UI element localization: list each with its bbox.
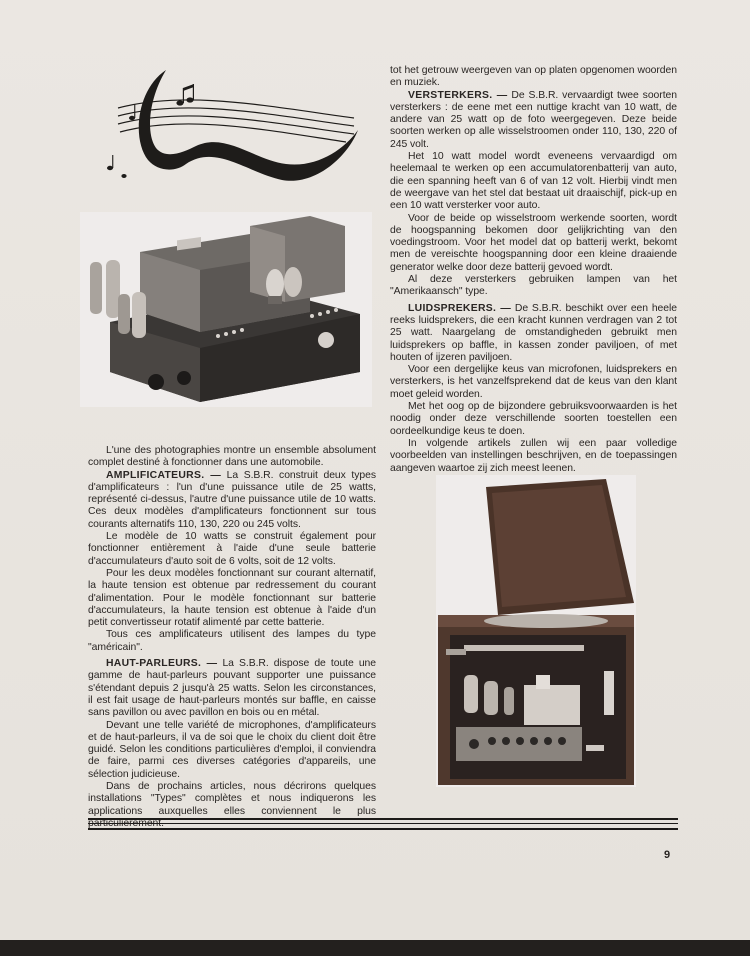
versterkers-heading: VERSTERKERS. — xyxy=(408,89,508,101)
footer-rule xyxy=(88,818,678,820)
paragraph: In volgende artikels zullen wij een paar volledige voorbeelden van instellingen beschrijven, en de toepassingen aangeven waartoe zij zich meest leenen. xyxy=(390,437,677,474)
luidsprekers-heading: LUIDSPREKERS. — xyxy=(408,302,512,314)
paragraph: Met het oog op de bijzondere gebruiksvoorwaarden is het noodig onder deze verschillende soorten toestellen een oordeelkundige keus te doen. xyxy=(390,401,677,437)
paragraph: Dans de prochains articles, nous décrirons quelques installations "Types" complètes et nous indiquerons les applications auxquelles elles conviennent le plus xyxy=(88,781,376,817)
continuation-paragraph: tot het getrouw weergeven van op platen opgenomen woorden en muziek. xyxy=(390,65,677,89)
paragraph: Het 10 watt model wordt eveneens vervaardigd om heelemaal te werken op een accumulatorenbatterij van auto, die een spanning heeft van 6 of van 12 volt. Hierbij vindt men de weergave van het stel dat bestaat uit draaischijf, pick-up en een 10 watt versterker voor auto. xyxy=(390,151,677,212)
luidsprekers-text: De S.B.R. beschikt over een heele reeks luidsprekers, die een kracht kunnen verdragen van 2 tot 25 watt. Naargelang de omstandigheden gebruikt men luidsprekers op baffle, in kassen zonder paviljoen, of met houten of ijzeren paviljoen. xyxy=(390,302,677,363)
left-text-column xyxy=(88,445,376,830)
page-number: 9 xyxy=(664,849,671,861)
footer-rule xyxy=(88,823,678,824)
haut-parleurs-text: La S.B.R. dispose de toute une gamme de haut-parleurs pouvant supporter une puissance s'étendant depuis 2 jusqu'à 25 watts. Selon les circonstances, il est fait usage de haut-parleurs montés sur baffle, en caisse sans pavillon ou avec pavillon en bois ou en métal. xyxy=(88,658,377,719)
music-notes-illustration xyxy=(96,60,376,200)
paragraph: Tous ces amplificateurs utilisent des lampes du type "américain". xyxy=(88,629,376,653)
haut-parleurs-heading: HAUT-PARLEURS. — xyxy=(106,658,218,670)
paragraph: Al deze versterkers gebruiken lampen van het "Amerikaansch" type. xyxy=(390,274,677,298)
paragraph: Devant une telle variété de microphones, d'amplificateurs et de haut-parleurs, il va de soi que le choix du client doit être guidé. Selon les conditions particulières d'emploi, il conviendra de faire, parmi ces diverses catégories d'appareils, une sélection judicieuse. xyxy=(88,719,376,780)
footer-rule xyxy=(88,828,678,830)
page-bottom-edge xyxy=(0,940,750,956)
amplificateurs-text: La S.B.R. construit deux types d'amplificateurs : l'un d'une puissance utile de 25 watts, représenté ci-dessus, l'autre d'une puissance utile de 10 watts. Ces deux modèles d'amplificateurs fonctionnent sur tous courants alternatifs 110, 130, 220 ou 245 volts. xyxy=(88,469,376,530)
paragraph: Voor de beide op wisselstroom werkende soorten, wordt de hoogspanning bekomen door gelijkrichting van den voedingstroom. Voor het model dat op batterij werkt, bekomt men de vereischte hoogspanning door een kleine draaiende generator welke door deze batterij gevoed wordt. xyxy=(390,212,677,273)
paragraph: Le modèle de 10 watts se construit également pour fonctionner entièrement à l'aide d'une seule batterie d'accumulateurs d'auto soit de 6 volts, soit de 12 volts. xyxy=(88,531,376,567)
paragraph: Voor een dergelijke keus van microfonen, luidsprekers en versterkers, is het vanzelfsprekend dat de keus van den klant moet geleid worden. xyxy=(390,364,677,400)
phonograph-cabinet-photo xyxy=(436,475,636,787)
amplificateurs-heading: AMPLIFICATEURS. — xyxy=(106,469,222,481)
versterkers-text: De S.B.R. vervaardigt twee soorten versterkers : de eene met een nuttige kracht van 10 watt, de andere van 25 watt op de foto weergegeven. Deze beide soorten werken op alle wisselstroomen onder 110, 130, 220 of 245 volt. xyxy=(390,89,677,150)
intro-paragraph: L'une des photographies montre un ensemble absolument complet destiné à fonctionner dans une automobile. xyxy=(88,445,376,469)
amplifier-photo xyxy=(80,212,372,407)
paragraph: Pour les deux modèles fonctionnant sur courant alternatif, la haute tension est obtenue par redressement du courant d'alimentation. Pour le modèle fonctionnant sur batterie d'accumulateurs, la haute tension est obtenue à l'aide d'un petit convertisseur rotatif alimenté par cette batterie. xyxy=(88,567,376,629)
right-text-column xyxy=(390,65,677,475)
